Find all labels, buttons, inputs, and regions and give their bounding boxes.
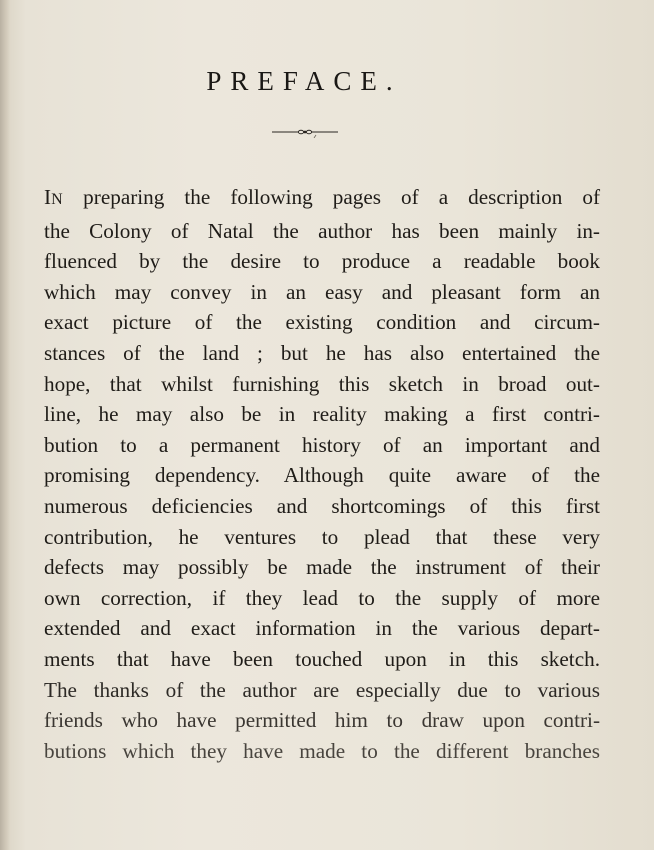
page-binding-shadow — [0, 0, 10, 850]
text-line: own correction, if they lead to the supply of more — [44, 585, 600, 610]
preface-body — [44, 182, 600, 766]
text-line: numerous deficiencies and shortcomings of this first — [44, 493, 600, 518]
text-line: ments that have been touched upon in this sketch. — [44, 646, 600, 671]
drop-initial: I — [44, 185, 52, 209]
text-line: contribution, he ventures to plead that these very — [44, 524, 600, 549]
small-caps-rest: N — [51, 191, 64, 208]
text-line: which may convey in an easy and pleasant form an — [44, 279, 600, 304]
decorative-rule-ornament-icon — [270, 126, 340, 138]
text-line: promising dependency. Although quite aware of the — [44, 463, 600, 488]
text-line: defects may possibly be made the instrument of their — [44, 555, 600, 580]
text-line: bution to a permanent history of an important and — [44, 432, 600, 457]
page-title: PREFACE. — [206, 66, 402, 96]
text-line: fluenced by the desire to produce a readable book — [44, 249, 600, 274]
text-line: stances of the land ; but he has also entertained the — [44, 340, 600, 365]
text-line: The thanks of the author are especially due to various — [44, 677, 600, 702]
text-line: hope, that whilst furnishing this sketch in broad out- — [44, 371, 600, 396]
text-line-1 — [44, 182, 600, 216]
line-1-text: preparing the following pages of a description of — [63, 185, 600, 209]
text-line: the Colony of Natal the author has been mainly in- — [44, 218, 600, 243]
text-line: friends who have permitted him to draw upon contri- — [44, 708, 600, 733]
text-line: exact picture of the existing condition and circum- — [44, 310, 600, 335]
text-line: extended and exact information in the various depart- — [44, 616, 600, 641]
text-line: line, he may also be in reality making a first contri- — [44, 402, 600, 427]
text-line: butions which they have made to the different branches — [44, 738, 600, 763]
